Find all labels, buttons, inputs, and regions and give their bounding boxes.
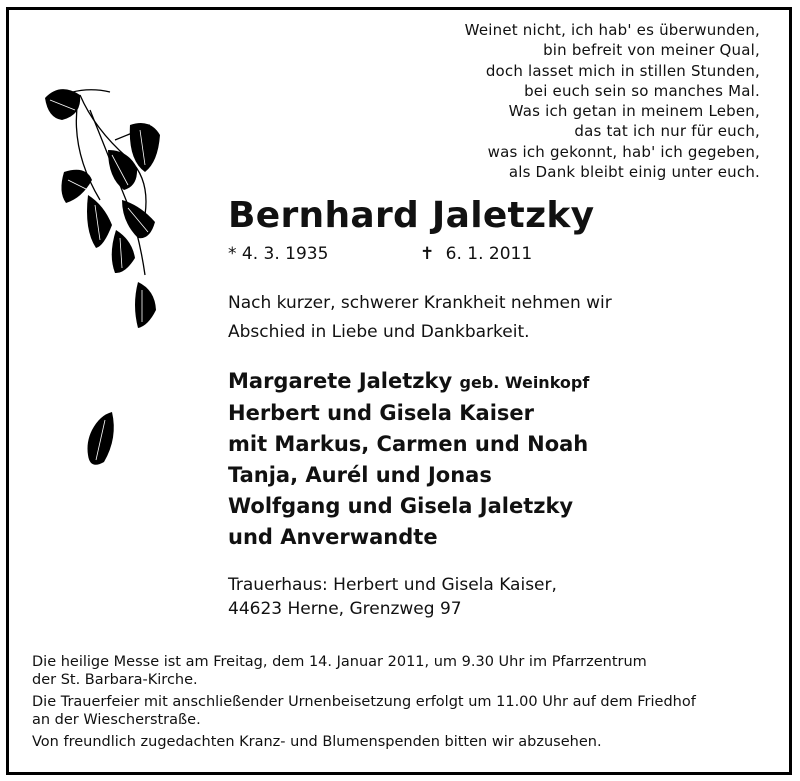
family-line: Herbert und Gisela Kaiser <box>228 401 534 425</box>
address-line: Trauerhaus: Herbert und Gisela Kaiser, <box>228 575 557 595</box>
death-date-value: 6. 1. 2011 <box>445 244 533 264</box>
address-line: 44623 Herne, Grenzweg 97 <box>228 599 462 619</box>
poem-line: doch lasset mich in stillen Stunden, <box>485 61 760 80</box>
funeral-notes <box>32 654 696 757</box>
maiden-name: geb. Weinkopf <box>459 373 590 392</box>
deceased-name: Bernhard Jaletzky <box>228 195 595 236</box>
death-date <box>420 244 532 264</box>
note-line: Die heilige Messe ist am Freitag, dem 14. Januar 2011, um 9.30 Uhr im Pfarrzentrum <box>32 654 647 670</box>
mass-note <box>32 654 696 689</box>
family-line: Tanja, Aurél und Jonas <box>228 463 492 487</box>
birch-branch-illustration <box>0 0 200 480</box>
family-line: mit Markus, Carmen und Noah <box>228 432 589 456</box>
poem-line: bin befreit von meiner Qual, <box>543 41 760 60</box>
widow-name: Margarete Jaletzky <box>228 369 453 393</box>
poem <box>465 20 760 182</box>
poem-line: Was ich getan in meinem Leben, <box>508 102 760 121</box>
family-line: Wolfgang und Gisela Jaletzky <box>228 494 574 518</box>
family-line <box>228 366 589 398</box>
poem-line: Weinet nicht, ich hab' es überwunden, <box>464 21 760 39</box>
poem-line: als Dank bleibt einig unter euch. <box>508 163 760 182</box>
note-line: an der Wiescherstraße. <box>32 711 201 728</box>
poem-line: das tat ich nur für euch, <box>574 122 760 141</box>
poem-line: bei euch sein so manches Mal. <box>524 81 760 100</box>
flowers-note: Von freundlich zugedachten Kranz- und Blumenspenden bitten wir abzusehen. <box>32 734 602 750</box>
poem-line: was ich gekonnt, hab' ich gegeben, <box>487 142 760 161</box>
cross-icon: ✝ <box>420 244 435 264</box>
announcement <box>228 289 612 347</box>
birth-date: * 4. 3. 1935 <box>228 244 329 264</box>
announcement-line: Abschied in Liebe und Dankbarkeit. <box>228 322 530 342</box>
family-list <box>228 366 589 553</box>
burial-note <box>32 694 696 729</box>
family-line: und Anverwandte <box>228 525 438 549</box>
note-line: Die Trauerfeier mit anschließender Urnenbeisetzung erfolgt um 11.00 Uhr auf dem Friedhof <box>32 694 696 710</box>
note-line: der St. Barbara-Kirche. <box>32 671 198 688</box>
announcement-line: Nach kurzer, schwerer Krankheit nehmen wir <box>228 293 612 313</box>
mourning-house-address <box>228 573 557 621</box>
